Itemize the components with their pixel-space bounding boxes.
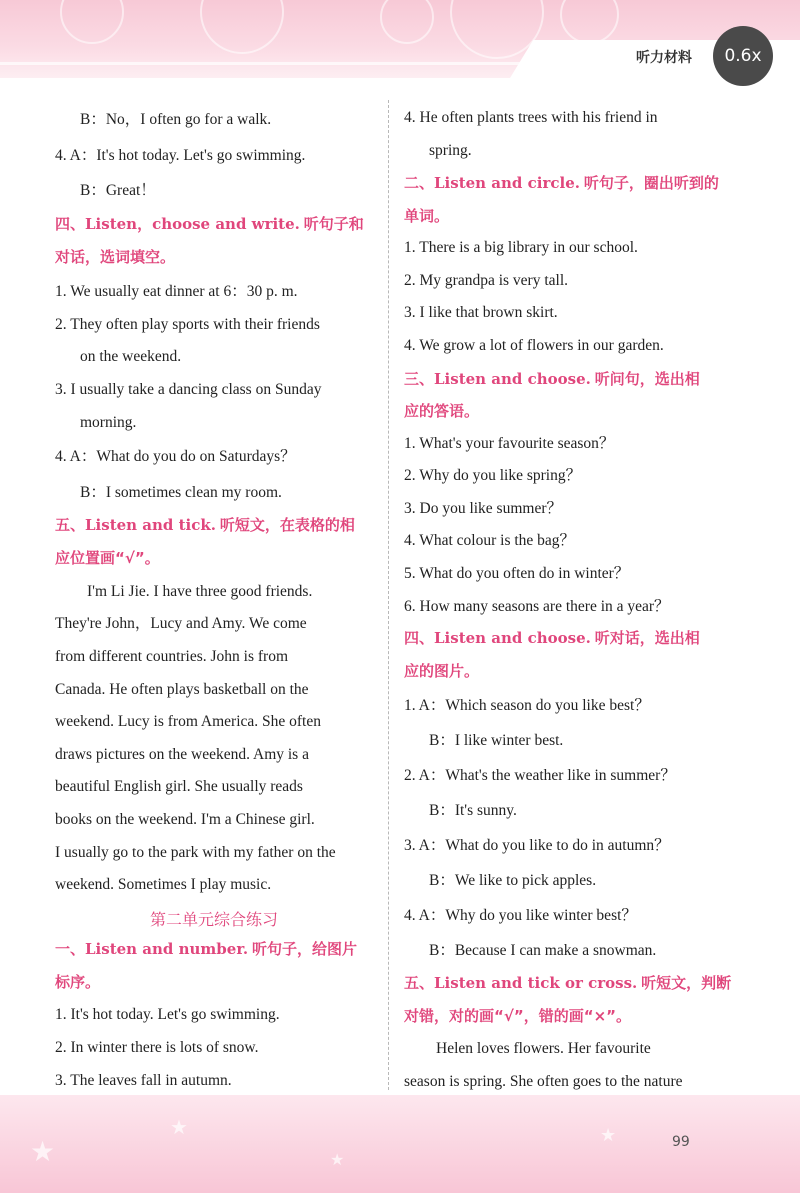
text-line: 6. How many seasons are there in a year？ — [404, 598, 670, 615]
section-heading-cn: 应位置画“√”。 — [55, 549, 160, 567]
text-line: 1. What's your favourite season？ — [404, 435, 615, 452]
decor-circle — [380, 0, 434, 44]
text-line: spring. — [429, 142, 472, 159]
section-heading-cont — [55, 972, 373, 993]
text-line: 2. They often play sports with their friends — [55, 316, 320, 333]
text-line: 2. In winter there is lots of snow. — [55, 1039, 259, 1056]
paragraph-line: I usually go to the park with my father on the — [55, 844, 336, 861]
paragraph-line: Canada. He often plays basketball on the — [55, 681, 309, 698]
text-line: 1. There is a big library in our school. — [404, 239, 638, 256]
section-heading-cont — [404, 661, 722, 682]
star-icon: ★ — [30, 1137, 56, 1168]
section-heading — [404, 973, 732, 994]
text-line: B：No，I often go for a walk. — [80, 111, 272, 128]
paragraph-line: Helen loves flowers. Her favourite — [436, 1040, 651, 1057]
page-number: 99 — [672, 1134, 690, 1150]
section-heading-cn: 应的图片。 — [404, 662, 480, 680]
section-heading-cn: 听对话，选出相 — [594, 629, 700, 647]
unit-title: 第二单元综合练习 — [149, 910, 278, 929]
decor-circle — [560, 0, 619, 44]
paragraph-line: I'm Li Jie. I have three good friends. — [87, 583, 313, 600]
section-heading-cont — [404, 1006, 722, 1027]
paragraph-line: books on the weekend. I'm a Chinese girl. — [55, 811, 315, 828]
text-line: 3. I usually take a dancing class on Sunday — [55, 381, 322, 398]
text-line: 3. The leaves fall in autumn. — [55, 1072, 232, 1089]
section-heading-cont — [404, 206, 722, 227]
text-line: B：It's sunny. — [429, 802, 517, 819]
section-heading-en: 五、Listen and tick or cross. — [404, 974, 638, 992]
section-heading-cn: 听问句，选出相 — [594, 370, 700, 388]
section-heading-cn: 听句子，圈出听到的 — [583, 174, 719, 192]
section-heading — [404, 628, 722, 649]
text-line: 4. What colour is the bag？ — [404, 532, 576, 549]
text-line: 2. Why do you like spring？ — [404, 467, 582, 484]
text-line: 2. My grandpa is very tall. — [404, 272, 569, 289]
text-line: on the weekend. — [80, 348, 182, 365]
section-heading-cont — [404, 401, 722, 422]
text-line: 4. A：Why do you like winter best？ — [404, 907, 637, 924]
section-heading — [404, 173, 722, 194]
text-line: B：I like winter best. — [429, 732, 564, 749]
star-icon: ★ — [170, 1117, 188, 1139]
decor-circle — [60, 0, 124, 44]
section-heading — [55, 939, 373, 960]
section-heading-cont — [55, 548, 373, 569]
text-line: 3. Do you like summer？ — [404, 500, 562, 517]
paragraph-line: They're John，Lucy and Amy. We come — [55, 615, 307, 632]
section-heading-en: 五、Listen and tick. — [55, 516, 217, 534]
text-line: morning. — [80, 414, 137, 431]
text-line: B：I sometimes clean my room. — [80, 484, 282, 501]
section-heading-cn: 对错，对的画“√”，错的画“×”。 — [404, 1007, 632, 1025]
text-line: 4. A：What do you do on Saturdays？ — [55, 448, 296, 465]
section-heading-cn: 应的答语。 — [404, 402, 480, 420]
section-heading-cn: 对话，选词填空。 — [55, 248, 176, 266]
section-heading-cn: 听句子，给图片 — [251, 940, 357, 958]
section-heading-cn: 听句子和 — [303, 215, 364, 233]
text-line: 4. He often plants trees with his friend in — [404, 109, 658, 126]
paragraph-line: weekend. Lucy is from America. She often — [55, 713, 321, 730]
section-heading-cn: 听短文，在表格的相 — [219, 516, 355, 534]
column-divider — [388, 100, 389, 1090]
header-label: 听力材料 — [636, 50, 692, 66]
section-heading — [55, 214, 373, 235]
paragraph-line: draws pictures on the weekend. Amy is a — [55, 746, 309, 763]
star-icon: ★ — [600, 1125, 617, 1145]
paragraph-line: weekend. Sometimes I play music. — [55, 876, 272, 893]
text-line: B：Because I can make a snowman. — [429, 942, 657, 959]
section-heading-en: 二、Listen and circle. — [404, 174, 580, 192]
text-line: 1. We usually eat dinner at 6：30 p. m. — [55, 283, 298, 300]
section-heading-cn: 听短文，判断 — [641, 974, 732, 992]
text-line: B：Great！ — [80, 182, 156, 199]
star-icon: ★ — [330, 1152, 345, 1169]
paragraph-line: season is spring. She often goes to the nature — [404, 1073, 683, 1090]
decor-circle — [200, 0, 284, 54]
text-line: 2. A：What's the weather like in summer？ — [404, 767, 676, 784]
section-heading-en: 三、Listen and choose. — [404, 370, 591, 388]
paragraph-line: from different countries. John is from — [55, 648, 289, 665]
section-heading-en: 四、Listen，choose and write. — [55, 215, 300, 233]
section-heading — [404, 369, 722, 390]
paragraph-line: beautiful English girl. She usually reads — [55, 778, 303, 795]
section-heading — [55, 515, 373, 536]
section-heading-cn: 单词。 — [404, 207, 450, 225]
section-heading-en: 四、Listen and choose. — [404, 629, 591, 647]
section-heading-cn: 标序。 — [55, 973, 101, 991]
playback-speed-button[interactable]: 0.6x — [713, 26, 773, 86]
text-line: 5. What do you often do in winter？ — [404, 565, 630, 582]
text-line: 1. A：Which season do you like best？ — [404, 697, 650, 714]
text-line: 1. It's hot today. Let's go swimming. — [55, 1006, 280, 1023]
text-line: 3. A：What do you like to do in autumn？ — [404, 837, 670, 854]
text-line: B：We like to pick apples. — [429, 872, 597, 889]
text-line: 4. We grow a lot of flowers in our garden. — [404, 337, 664, 354]
section-heading-cont — [55, 247, 373, 268]
section-heading-en: 一、Listen and number. — [55, 940, 249, 958]
text-line: 4. A：It's hot today. Let's go swimming. — [55, 147, 306, 164]
text-line: 3. I like that brown skirt. — [404, 304, 558, 321]
